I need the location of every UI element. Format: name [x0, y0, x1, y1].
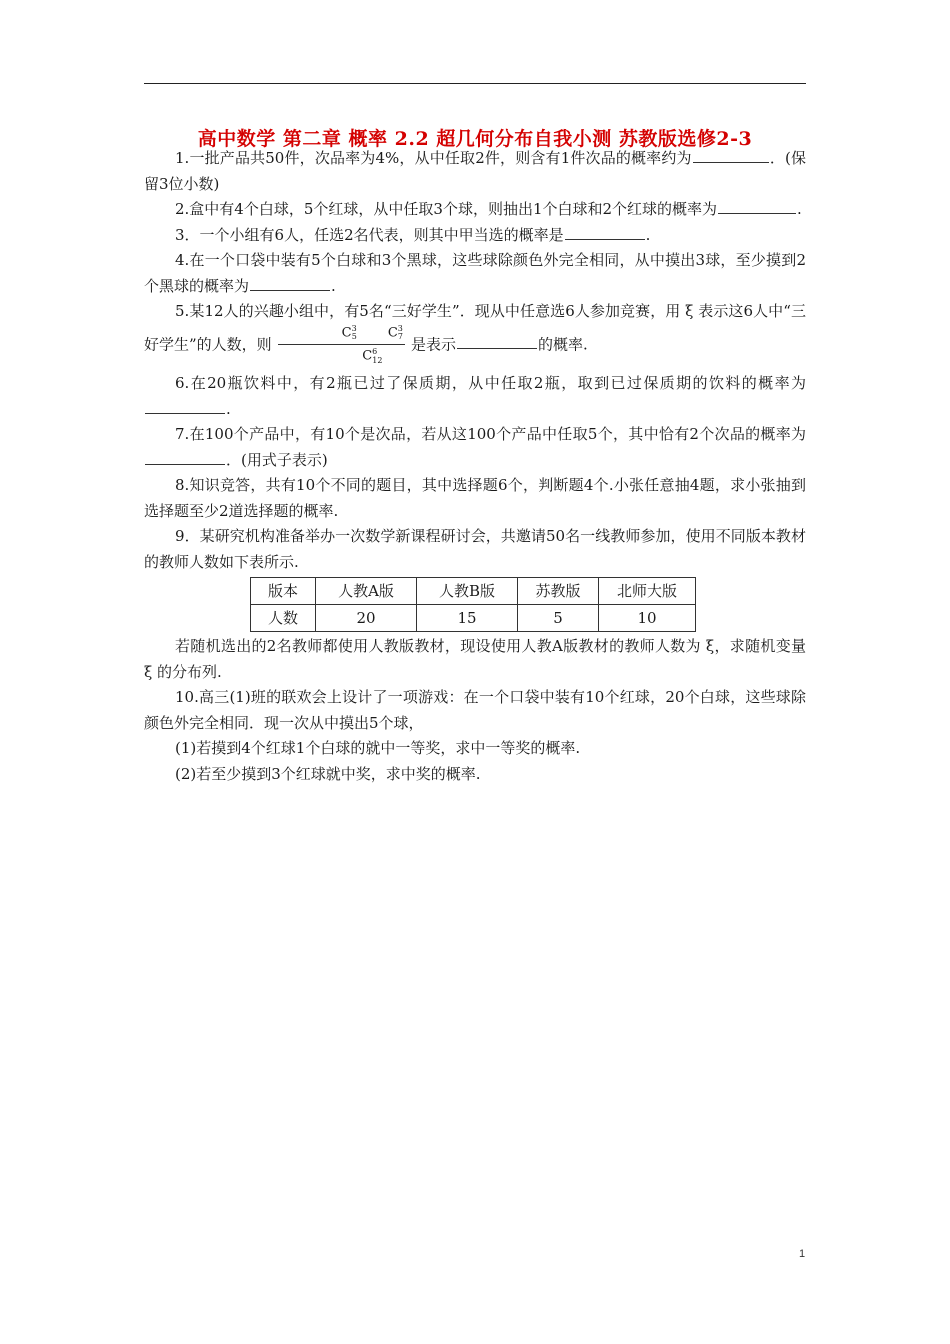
table-cell: 北师大版: [599, 578, 696, 605]
question-2-text: 2.盒中有4个白球，5个红球，从中任取3个球，则抽出1个白球和2个红球的概率为: [175, 200, 718, 218]
question-3: [144, 223, 806, 249]
question-10-part-1: (1)若摸到4个红球1个白球的就中一等奖，求中一等奖的概率.: [175, 739, 581, 758]
question-6-tail: .: [226, 399, 231, 418]
table-cell: 人数: [251, 605, 316, 632]
document-title: 高中数学 第二章 概率 2.2 超几何分布自我小测 苏教版选修2-3: [197, 128, 753, 150]
table-cell: 20: [316, 605, 417, 632]
fraction-numerator: [278, 325, 405, 346]
table-cell: 人教B版: [417, 578, 518, 605]
question-8: 8.知识竞答，共有10个不同的题目，其中选择题6个，判断题4个.小张任意抽4题，求小张抽到选择题至少2道选择题的概率.: [144, 476, 806, 520]
question-1: [144, 146, 806, 197]
answer-blank: [145, 449, 225, 465]
question-6: [144, 371, 806, 422]
answer-blank: [718, 198, 796, 214]
table-header-row: [251, 578, 696, 605]
table-cell: 15: [417, 605, 518, 632]
question-4: [144, 248, 806, 299]
table-row: [251, 605, 696, 632]
answer-blank: [145, 398, 225, 414]
question-9-followup: 若随机选出的2名教师都使用人教版教材，现设使用人教A版教材的教师人数为 ξ，求随机变量 ξ 的分布列.: [144, 637, 806, 681]
question-5-tail: 的概率.: [537, 334, 588, 353]
question-4-tail: .: [331, 276, 336, 295]
answer-blank: [250, 275, 330, 291]
question-1-text: 1.一批产品共50件，次品率为4%，从中任取2件，则含有1件次品的概率约为: [175, 149, 692, 167]
fraction-denominator: [278, 345, 405, 365]
question-7-tail: ．(用式子表示): [226, 450, 328, 469]
page-number: 1: [799, 1248, 806, 1260]
table-cell: 10: [599, 605, 696, 632]
answer-blank: [565, 224, 645, 240]
question-5-text: 5.某12人的兴趣小组中，有5名“三好学生”．现从中任意选6人参加竞赛，用 ξ 表示这6人中“三好学生”的人数，则: [144, 302, 806, 353]
question-5-text-2: 是表示: [410, 334, 456, 353]
question-1-tail: ．(保留3位小数): [144, 149, 806, 193]
combination-fraction: [278, 325, 405, 366]
question-6-text: 6.在20瓶饮料中，有2瓶已过了保质期，从中任取2瓶，取到已过保质期的饮料的概率为: [175, 374, 806, 393]
question-7-text: 7.在100个产品中，有10个是次品，若从这100个产品中任取5个，其中恰有2个次品的概率为: [175, 425, 806, 444]
document-body: [144, 146, 806, 787]
question-9: 9．某研究机构准备举办一次数学新课程研讨会，共邀请50名一线教师参加，使用不同版本教材的教师人数如下表所示.: [144, 527, 806, 571]
question-10-part-2: (2)若至少摸到3个红球就中奖，求中奖的概率.: [175, 764, 481, 783]
textbook-distribution-table: [250, 577, 696, 632]
combination-c7-3: $C^3_7$: [387, 323, 403, 342]
header-rule: [144, 83, 806, 84]
answer-blank: [457, 333, 537, 349]
question-2-tail: .: [797, 200, 802, 218]
question-4-text: 4.在一个口袋中装有5个白球和3个黑球，这些球除颜色外完全相同，从中摸出3球，至少摸到2个黑球的概率为: [144, 251, 806, 295]
answer-blank: [693, 147, 769, 163]
question-3-text: 3．一个小组有6人，任选2名代表，则其中甲当选的概率是: [175, 225, 564, 244]
question-2: [144, 197, 806, 223]
question-10: 10.高三(1)班的联欢会上设计了一项游戏：在一个口袋中装有10个红球，20个白球，这些球除颜色外完全相同．现一次从中摸出5个球，: [144, 688, 806, 732]
combination-c12-6: $C^6_{12}$: [362, 347, 383, 366]
table-cell: 人教A版: [316, 578, 417, 605]
question-3-tail: .: [645, 225, 651, 244]
table-cell: 版本: [251, 578, 316, 605]
table-cell: 5: [518, 605, 599, 632]
question-5: [144, 299, 806, 365]
combination-c5-3: $C^3_5$: [341, 323, 357, 342]
question-7: [144, 422, 806, 473]
table-cell: 苏教版: [518, 578, 599, 605]
